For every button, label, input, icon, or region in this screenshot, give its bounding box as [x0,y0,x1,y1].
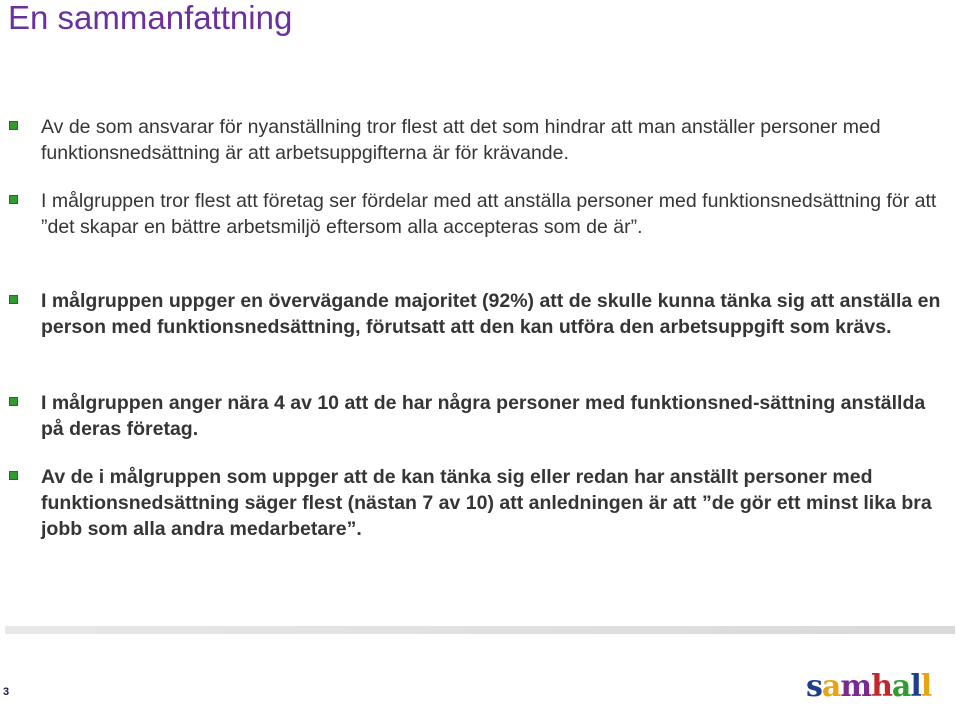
logo-letter: m [840,669,872,704]
square-bullet-icon [9,471,18,480]
bullet-item [41,464,946,542]
square-bullet-icon [9,295,18,304]
logo-letter: a [891,669,911,704]
footer-divider [5,626,955,634]
logo-letter: s [806,669,822,704]
bullet-text: I målgruppen uppger en övervägande majoritet (92%) att de skulle kunna tänka sig att anställa en person med funktionsnedsättning, förutsatt att den kan utföra den arbetsuppgift som krävs. [41,290,941,338]
page-number: 3 [3,686,10,698]
bullet-item [41,390,946,442]
square-bullet-icon [9,121,18,130]
bullet-item [41,114,946,166]
square-bullet-icon [9,195,18,204]
bullet-text: I målgruppen tror flest att företag ser fördelar med att anställa personer med funktionsnedsättning för att ”det skapar en bättre arbetsmiljö eftersom alla accepteras som de är”. [41,190,937,238]
bullet-item [41,288,946,340]
logo-letter: h [871,669,892,704]
bullet-item [41,188,946,240]
square-bullet-icon [9,397,18,406]
logo-letter: l [910,669,921,704]
page-title: En sammanfattning [8,0,293,36]
logo-letter: a [821,669,841,704]
bullet-text: Av de i målgruppen som uppger att de kan tänka sig eller redan har anställt personer med funktionsnedsättning säger flest (nästan 7 av 10) att anledningen är att ”de gör ett minst lika bra jobb som alla andra medarbetare”. [41,466,932,540]
bullet-text: Av de som ansvarar för nyanställning tror flest att det som hindrar att man anställer personer med funktionsnedsättning är att arbetsuppgifterna är för krävande. [41,116,881,164]
logo-letter: l [920,669,932,704]
bullet-text: I målgruppen anger nära 4 av 10 att de har några personer med funktionsned-sättning anställda på deras företag. [41,392,926,440]
samhall-logo [806,669,932,704]
